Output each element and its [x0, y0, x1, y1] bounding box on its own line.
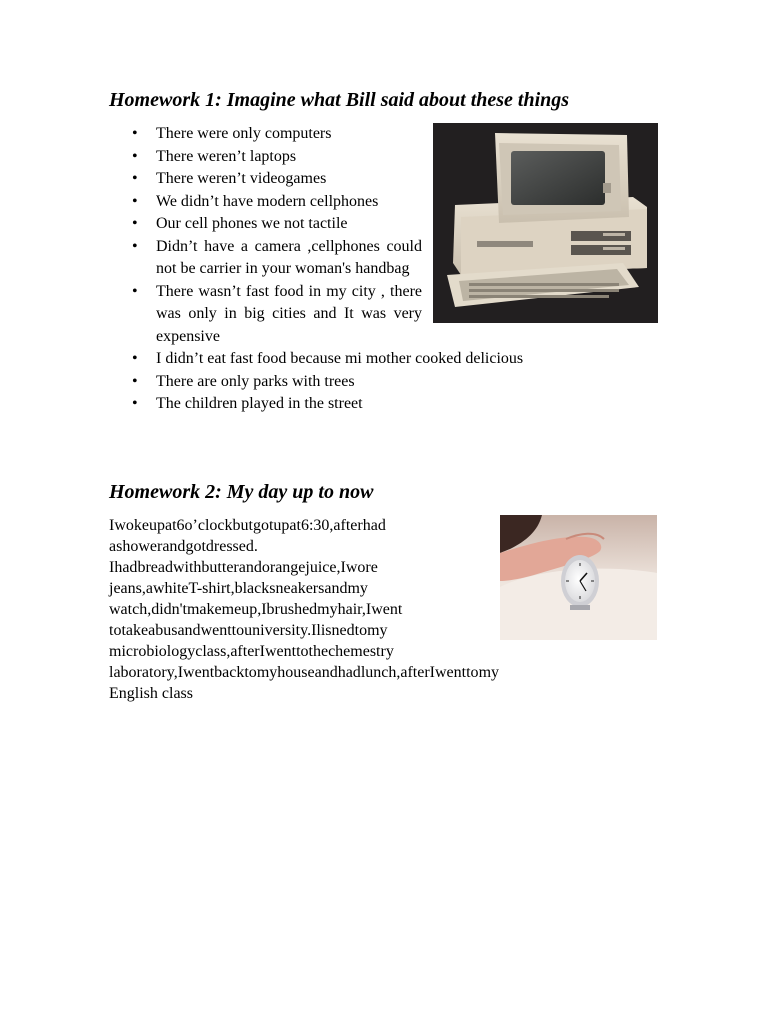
word: had — [337, 664, 361, 681]
paragraph-line: English class — [109, 685, 193, 702]
list-item-text: There weren’t videogames — [156, 170, 327, 187]
word: dressed. — [205, 538, 258, 555]
word: my — [347, 580, 368, 597]
word: to — [244, 664, 257, 681]
paragraph-line — [109, 536, 488, 557]
word: had — [114, 559, 138, 576]
paragraph-line — [109, 641, 488, 662]
list-item — [0, 213, 422, 236]
word: to — [109, 622, 122, 639]
list-item — [0, 168, 422, 191]
paragraph-line — [109, 599, 488, 620]
word: went — [183, 664, 215, 681]
word: 6:30,after — [300, 517, 363, 534]
word: at — [289, 517, 301, 534]
word: ,after — [226, 643, 260, 660]
word: a — [145, 580, 153, 597]
list-item-text: There wasn’t fast food in my city , there was only in big cities and It was very expensive — [156, 282, 422, 345]
word: orange — [261, 559, 306, 576]
word: I — [259, 643, 265, 660]
word: my — [478, 664, 500, 681]
word: jeans, — [109, 580, 146, 597]
word: got — [252, 517, 274, 534]
bullet-icon: • — [132, 395, 138, 412]
list-item — [0, 191, 422, 214]
alarm-clock-icon — [500, 515, 657, 640]
list-item — [0, 123, 422, 146]
word: went — [435, 664, 467, 681]
word: to — [296, 643, 309, 660]
word: butter — [201, 559, 239, 576]
word: I — [311, 622, 317, 639]
list-item — [0, 146, 422, 169]
word: a — [148, 622, 156, 639]
vintage-computer-icon — [433, 123, 658, 323]
paragraph-line — [109, 662, 657, 683]
word: and — [177, 622, 201, 639]
vintage-computer-photo — [433, 123, 658, 323]
word: take — [121, 622, 149, 639]
word: 6 — [176, 517, 185, 534]
word: up — [273, 517, 290, 534]
word: with — [172, 559, 202, 576]
word: lunch — [360, 664, 397, 681]
word: to — [231, 622, 245, 639]
word: university. — [244, 622, 312, 639]
word: had — [362, 517, 386, 534]
list-item — [0, 393, 616, 416]
word: chemestry — [328, 643, 394, 660]
word: my — [367, 622, 388, 639]
list-item-text: There are only parks with trees — [156, 372, 355, 390]
alarm-clock-photo — [500, 515, 657, 640]
word: watch — [109, 601, 148, 618]
word: ,after — [396, 664, 430, 681]
word: sneakers — [269, 580, 325, 597]
word: ,I — [257, 601, 267, 618]
bullet-icon: • — [132, 147, 138, 165]
list-item — [0, 348, 616, 371]
word: up — [241, 601, 258, 618]
word: went — [264, 643, 297, 660]
word: to — [466, 664, 479, 681]
word: to — [354, 622, 368, 639]
bullet-icon: • — [132, 215, 138, 232]
bullet-icon: • — [132, 170, 138, 187]
word: at — [164, 517, 177, 534]
bullet-icon: • — [132, 237, 138, 255]
word: and — [162, 538, 186, 555]
word: T-shirt, — [188, 580, 235, 597]
list-item-text: Didn’t have a camera ,cellphones could not be carrier in your woman's handbag — [156, 237, 422, 277]
bullet-icon: • — [132, 192, 138, 210]
word: me — [221, 601, 242, 618]
paragraph-line — [109, 557, 488, 578]
word: the — [308, 643, 329, 660]
word: and — [324, 580, 348, 597]
word: o’clock — [184, 517, 233, 534]
word: and — [238, 559, 262, 576]
word: went — [200, 622, 232, 639]
list-item-text: I didn’t eat fast food because mi mother cooked delicious — [156, 350, 524, 367]
word: a — [109, 538, 117, 555]
word: ,I — [173, 664, 184, 681]
word: shower — [116, 538, 163, 555]
word: lisned — [316, 622, 355, 639]
list-item — [0, 236, 422, 281]
word: up — [148, 517, 165, 534]
list-item — [0, 371, 616, 394]
word: white — [152, 580, 189, 597]
list-item-text: Our cell phones we not tactile — [156, 215, 348, 232]
word: bus — [155, 622, 178, 639]
word: black — [234, 580, 270, 597]
word: microbiology — [109, 643, 196, 660]
word: juice,I — [305, 559, 346, 576]
word: hair,I — [337, 601, 372, 618]
paragraph-line — [109, 620, 488, 641]
list-item-text: We didn’t have modern cellphones — [156, 192, 379, 210]
list-item — [0, 281, 422, 349]
list-item-text: The children played in the street — [156, 395, 363, 412]
paragraph-line — [109, 515, 488, 536]
word: my — [317, 601, 338, 618]
word: woke — [114, 517, 149, 534]
bullet-icon: • — [132, 350, 138, 367]
word: I — [429, 664, 435, 681]
word: I — [109, 559, 115, 576]
list-item-text: There weren’t laptops — [156, 147, 297, 165]
word: my — [256, 664, 278, 681]
homework1-title: Homework 1: Imagine what Bill said about these things — [109, 89, 570, 111]
bullet-icon: • — [132, 372, 138, 390]
word: make — [186, 601, 222, 618]
bullet-icon: • — [132, 125, 138, 142]
word: house — [277, 664, 315, 681]
homework2-title: Homework 2: My day up to now — [109, 481, 374, 503]
word: I — [109, 517, 115, 534]
word: got — [185, 538, 206, 555]
bullet-icon: • — [132, 282, 138, 300]
word: and — [314, 664, 338, 681]
word: wore — [345, 559, 378, 576]
word: class — [195, 643, 227, 660]
word: went — [371, 601, 403, 618]
word: back — [214, 664, 245, 681]
word: laboratory — [109, 664, 174, 681]
word: brushed — [266, 601, 318, 618]
word: ,didn't — [147, 601, 187, 618]
word: bread — [137, 559, 173, 576]
list-item-text: There were only computers — [156, 125, 332, 142]
paragraph-line — [109, 578, 488, 599]
word: but — [232, 517, 253, 534]
